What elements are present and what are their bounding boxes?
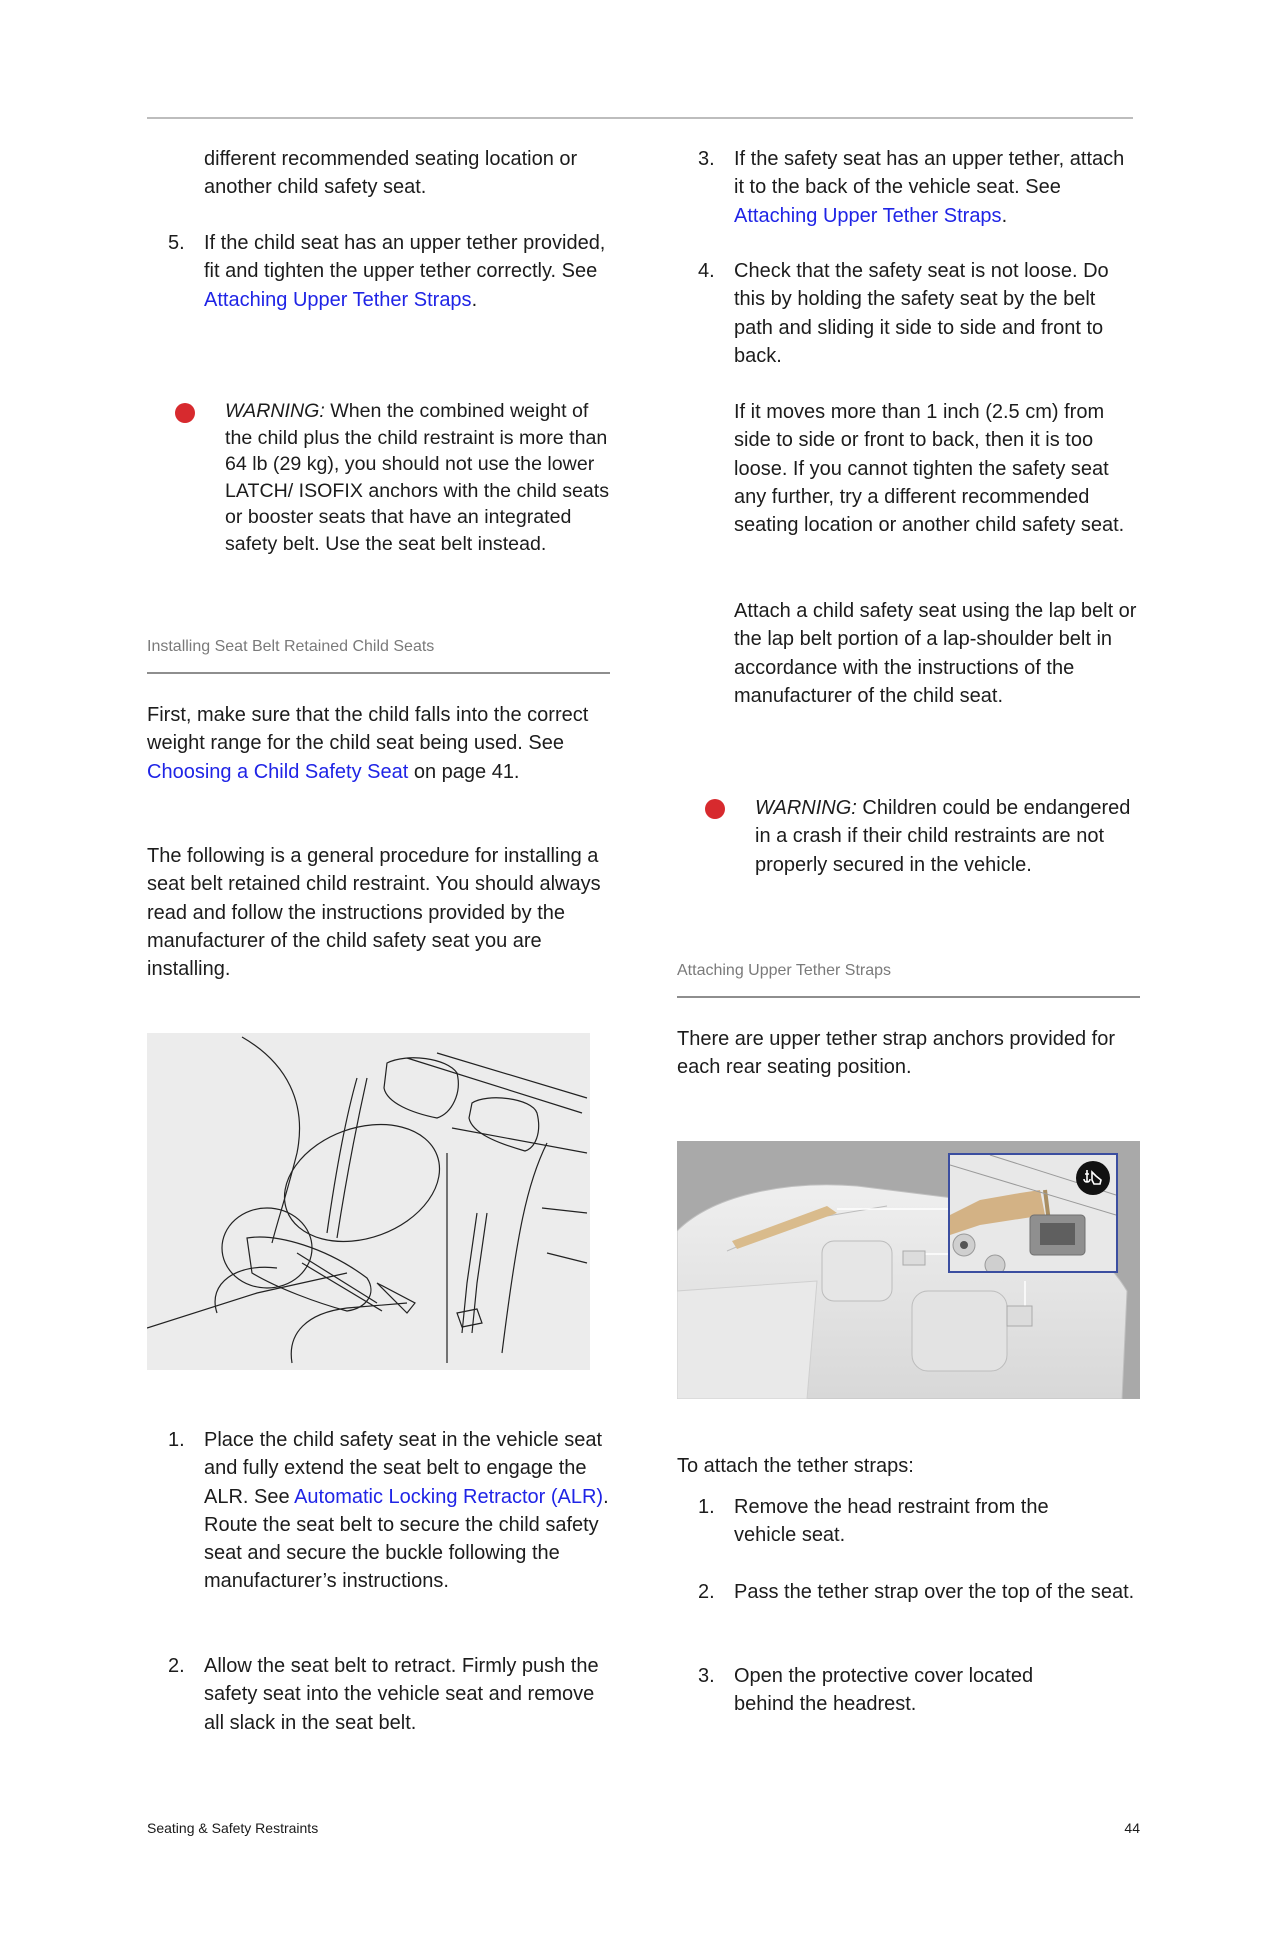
item-text: Place the child safety seat in the vehicle seat and fully extend the seat belt to engage the ALR. See [204, 1429, 603, 1508]
loose-check-paragraph [677, 398, 1139, 539]
warning-label: WARNING: [225, 400, 325, 422]
warning-text: Children could be endangered in a crash if their child restraints are not properly secured in the vehicle. [755, 797, 1131, 876]
tether-lead [677, 1452, 1139, 1480]
warning-callout [677, 794, 1139, 879]
list-number: 3. [698, 1665, 715, 1687]
link-automatic-locking-retractor[interactable]: Automatic Locking Retractor (ALR) [294, 1485, 604, 1508]
list-item [677, 1493, 1139, 1550]
procedure-paragraph [147, 842, 612, 983]
lead-text: To attach the tether straps: [677, 1455, 914, 1477]
item-text-end: . [471, 288, 478, 311]
list-item [147, 1426, 612, 1596]
list-number: 1. [168, 1429, 185, 1451]
item-text: Allow the seat belt to retract. Firmly push the safety seat into the vehicle seat and remove all slack in the seat belt. [204, 1655, 599, 1734]
tether-anchor-photo [677, 1141, 1140, 1399]
item-text: If the child seat has an upper tether provided, fit and tighten the upper tether correctly. See [204, 232, 606, 283]
list-item [677, 1662, 1139, 1719]
section-rule [147, 672, 610, 674]
list-item [677, 145, 1139, 230]
lap-belt-paragraph [677, 597, 1139, 710]
tether-anchor-inset [948, 1153, 1118, 1273]
warning-icon [705, 799, 725, 819]
list-number: 5. [168, 232, 185, 254]
link-attaching-upper-tether-straps[interactable]: Attaching Upper Tether Straps [204, 288, 472, 311]
item-text: Pass the tether strap over the top of the seat. [734, 1581, 1135, 1603]
intro-paragraph [147, 701, 612, 786]
item-text: Check that the safety seat is not loose. Do this by holding the safety seat by the belt path and sliding it side to side and front to back. [734, 260, 1109, 367]
left-continuation [147, 145, 612, 202]
list-number: 2. [698, 1581, 715, 1603]
warning-callout [147, 398, 617, 558]
para-text: The following is a general procedure for installing a seat belt retained child restraint. You should always read and follow the instructions provided by the manufacturer of the child safety seat you are installing. [147, 845, 601, 981]
section-rule [677, 996, 1140, 998]
para-text-end: on page 41. [408, 760, 520, 783]
item-text: If the safety seat has an upper tether, attach it to the back of the vehicle seat. See [734, 148, 1125, 199]
tether-intro-paragraph [677, 1025, 1139, 1082]
item-text: Open the protective cover located behind the headrest. [734, 1665, 1034, 1716]
continuation-text: different recommended seating location or another child safety seat. [204, 148, 578, 199]
list-item [677, 257, 1139, 370]
list-number: 4. [698, 260, 715, 282]
item-text: Remove the head restraint from the vehicle seat. [734, 1496, 1049, 1547]
section-heading: Attaching Upper Tether Straps [677, 962, 892, 979]
list-number: 1. [698, 1496, 715, 1518]
para-text: There are upper tether strap anchors provided for each rear seating position. [677, 1028, 1116, 1079]
list-item [147, 1652, 612, 1737]
list-number: 3. [698, 148, 715, 170]
footer-section-title: Seating & Safety Restraints [147, 1820, 319, 1836]
list-item [147, 229, 612, 314]
list-number: 2. [168, 1655, 185, 1677]
para-text: If it moves more than 1 inch (2.5 cm) from side to side or front to back, then it is too loose. If you cannot tighten the safety seat any further, try a different recommended seating location or another child safety seat. [734, 401, 1125, 537]
seat-belt-child-seat-illustration [147, 1033, 590, 1370]
item-text-end: . [1001, 204, 1008, 227]
child-seat-anchor-icon [1076, 1161, 1110, 1195]
page-number: 44 [1124, 1820, 1140, 1836]
list-item [677, 1578, 1139, 1606]
warning-label: WARNING: [755, 797, 857, 819]
para-text: Attach a child safety seat using the lap belt or the lap belt portion of a lap-shoulder belt in accordance with the instructions of the manufacturer of the child seat. [734, 600, 1137, 707]
item-text-end: . Route the seat belt to secure the child safety seat and secure the buckle following the manufacturer’s instructions. [204, 1485, 609, 1593]
link-attaching-upper-tether-straps[interactable]: Attaching Upper Tether Straps [734, 204, 1002, 227]
section-heading: Installing Seat Belt Retained Child Seats [147, 638, 435, 655]
warning-icon [175, 403, 195, 423]
para-text: First, make sure that the child falls into the correct weight range for the child seat being used. See [147, 704, 589, 755]
link-choosing-child-safety-seat[interactable]: Choosing a Child Safety Seat [147, 760, 409, 783]
top-rule [147, 117, 1133, 119]
warning-text: When the combined weight of the child plus the child restraint is more than 64 lb (29 kg), you should not use the lower LATCH/ ISOFIX anchors with the child seats or booster seats that have an integrated safety belt. Use the seat belt instead. [225, 400, 610, 555]
